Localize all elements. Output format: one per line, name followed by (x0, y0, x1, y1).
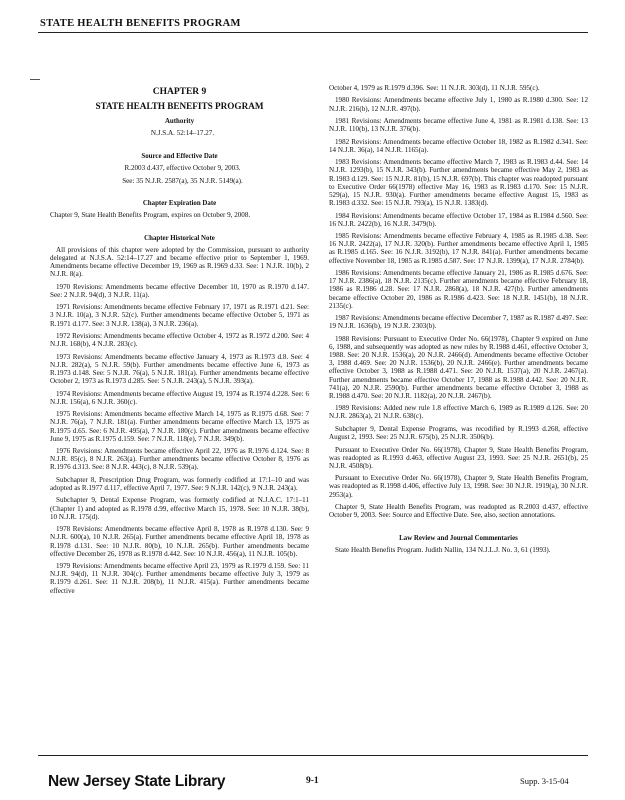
historical-paragraph: 1986 Revisions: Amendments became effective January 21, 1986 as R.1985 d.676. See: 17 N.J.R. 2386(a), 18 N.J.R. 2135(c). Further amendments became effective February 18, 1986 as R.1986 d.28. See: 17 N.J.R. 2868(a), 18 N.J.R. 427(b). Further amendments became effective October 20, 1986 as R.1986 d.423. See: 18 N.J.R. 1451(b), 18 N.J.R. 2135(c). (329, 269, 588, 310)
historical-paragraph: 1974 Revisions: Amendments became effective August 19, 1974 as R.1974 d.228. See: 6 N.J.R. 156(a), 6 N.J.R. 360(c). (50, 389, 309, 406)
chapter-title: STATE HEALTH BENEFITS PROGRAM (95, 101, 264, 112)
historical-paragraph: 1979 Revisions: Amendments became effective April 23, 1979 as R.1979 d.159. See: 11 N.J.R. 94(d), 11 N.J.R. 304(c). Further amendments became effective July 3, 1979 as R.1979 d.261. See: 11 N.J.R. 208(b), 11 N.J.R. 415(a). Further amendments became effective (50, 562, 309, 595)
expiration-heading: Chapter Expiration Date (142, 199, 217, 207)
historical-paragraph: 1989 Revisions: Added new rule 1.8 effective March 6, 1989 as R.1989 d.126. See: 20 N.J.R. 2863(a), 21 N.J.R. 638(c). (329, 404, 588, 421)
historical-paragraph: 1970 Revisions: Amendments became effective December 10, 1970 as R.1970 d.147. See: 2 N.J.R. 94(d), 3 N.J.R. 11(a). (50, 282, 309, 299)
source-line-1: R.2003 d.437, effective October 9, 2003. (124, 164, 241, 173)
left-column (50, 84, 309, 599)
library-name: New Jersey State Library (48, 773, 226, 790)
historical-paragraph: 1983 Revisions: Amendments became effective March 7, 1983 as R.1983 d.44. See: 14 N.J.R. 1293(b), 15 N.J.R. 343(b). Further amendments became effective May 2, 1983 as R.1983 d.129. See: 15 N.J.R. 81(b), 15 N.J.R. 697(b). This chapter was readopted pursuant to Executive Order 66(1978) effective May 16, 1983 as R.1983 d.170. See: 15 N.J.R. 529(a), 15 N.J.R. 930(a). Further amendments became effective August 15, 1983 as R.1983 d.332. See: 15 N.J.R. 793(a), 15 N.J.R. 1383(d). (329, 158, 588, 208)
historical-paragraph: All provisions of this chapter were adopted by the Commission, pursuant to authority delegated at N.J.S.A. 52:14–17.27 and became effective prior to September 1, 1969. Amendments became effective December 19, 1969 as R.1969 d.33. See: 1 N.J.R. 10(b), 2 N.J.R. 8(a). (50, 245, 309, 279)
footer-rule (38, 755, 588, 756)
historical-paragraph: 1980 Revisions: Amendments became effective July 1, 1980 as R.1980 d.300. See: 12 N.J.R. 216(b), 12 N.J.R. 497(b). (329, 96, 588, 113)
historical-paragraph: 1971 Revisions: Amendments became effective February 17, 1971 as R.1971 d.21. See: 3 N.J.R. 10(a), 3 N.J.R. 52(c). Further amendments became effective October 5, 1971 as R.1971 d.177. See: 3 N.J.R. 138(a), 3 N.J.R. 236(a). (50, 303, 309, 328)
law-review-text: State Health Benefits Program. Judith Nallin, 134 N.J.L.J. No. 3, 61 (1993). (335, 545, 551, 554)
historical-paragraph: October 4, 1979 as R.1979 d.396. See: 11 N.J.R. 303(d), 11 N.J.R. 595(c). (329, 84, 540, 92)
right-column (329, 84, 588, 558)
historical-paragraph: 1982 Revisions: Amendments became effective October 18, 1982 as R.1982 d.341. See: 14 N.J.R. 36(a), 14 N.J.R. 1165(a). (329, 137, 588, 154)
supplement-date: Supp. 3-15-04 (520, 776, 569, 786)
historical-paragraph: 1987 Revisions: Amendments became effective December 7, 1987 as R.1987 d.497. See: 19 N.J.R. 1636(b), 19 N.J.R. 2303(b). (329, 314, 588, 331)
historical-paragraph: Pursuant to Executive Order No. 66(1978), Chapter 9, State Health Benefits Program, was readopted as R.1998 d.406, effective July 13, 1998. See: 30 N.J.R. 1919(a), 30 N.J.R. 2953(a). (329, 474, 588, 499)
historical-paragraph: 1976 Revisions: Amendments became effective April 22, 1976 as R.1976 d.124. See: 8 N.J.R. 85(c), 8 N.J.R. 263(a). Further amendments became effective October 8, 1976 as R.1976 d.313. See: 8 N.J.R. 443(c), 8 N.J.R. 539(a). (50, 447, 309, 472)
historical-paragraph: Subchapter 9, Dental Expense Program, was formerly codified at N.J.A.C. 17:1–11 (Chapter 1) and adopted as R.1978 d.99, effective March 15, 1978. See: 10 N.J.R. 38(b), 10 N.J.R. 175(d). (50, 496, 309, 521)
authority-heading: Authority (164, 118, 195, 126)
margin-mark (30, 79, 40, 80)
historical-paragraph: 1973 Revisions: Amendments became effective January 4, 1973 as R.1973 d.8. See: 4 N.J.R. 282(a), 5 N.J.R. 59(b). Further amendments became effective June 6, 1973 as R.1973 d.148. See: 5 N.J.R. 76(a), 5 N.J.R. 181(a). Further amendments became effective October 2, 1973 as R.1973 d.285. See: 5 N.J.R. 243(a), 5 N.J.R. 393(a). (50, 352, 309, 386)
historical-paragraph: Pursuant to Executive Order No. 66(1978), Chapter 9, State Health Benefits Program, was readopted as R.1993 d.463, effective August 23, 1993. See: 25 N.J.R. 2651(b), 25 N.J.R. 4508(b). (329, 445, 588, 470)
historical-paragraph: Subchapter 9, Dental Expense Programs, was recodified by R.1993 d.268, effective August 2, 1993. See: 25 N.J.R. 675(b), 25 N.J.R. 3506(b). (329, 424, 588, 442)
historical-paragraph: 1978 Revisions: Amendments became effective April 8, 1978 as R.1978 d.130. See: 9 N.J.R. 600(a), 10 N.J.R. 265(a). Further amendments became effective April 18, 1978 as R.1978 d.131. See: 10 N.J.R. 80(b), 10 N.J.R. 265(b). Further amendments became effective December 26, 1978 as R.1978 d.442. See: 10 N.J.R. 456(a), 11 N.J.R. 105(b). (50, 525, 309, 558)
historical-paragraph: 1981 Revisions: Amendments became effective June 4, 1981 as R.1981 d.138. See: 13 N.J.R. 110(b), 13 N.J.R. 376(b). (329, 117, 588, 134)
running-header: STATE HEALTH BENEFITS PROGRAM (40, 18, 241, 29)
historical-paragraph: Chapter 9, State Health Benefits Program, was readopted as R.2003 d.437, effective October 9, 2003. See: Source and Effective Date. See, also, section annotations. (329, 503, 588, 520)
chapter-number: CHAPTER 9 (152, 87, 207, 97)
source-line-2: See: 35 N.J.R. 2587(a), 35 N.J.R. 5149(a). (122, 176, 243, 185)
historical-paragraph: 1984 Revisions: Amendments became effective October 17, 1984 as R.1984 d.560. See: 16 N.J.R. 2422(b), 16 N.J.R. 3479(b). (329, 211, 588, 228)
historical-paragraph: 1985 Revisions: Amendments became effective February 4, 1985 as R.1985 d.38. See: 16 N.J.R. 2422(a), 17 N.J.R. 320(b). Further amendments became effective April 1, 1985 as R.1985 d.165. See: 16 N.J.R. 3192(b), 17 N.J.R. 841(a). Further amendments became effective November 18, 1985 as R.1985 d.587. See: 17 N.J.R. 1399(a), 17 N.J.R. 2784(b). (329, 232, 588, 265)
header-rule (38, 32, 588, 33)
source-heading: Source and Effective Date (141, 152, 218, 160)
authority-text: N.J.S.A. 52:14–17.27. (150, 129, 215, 138)
page-number: 9-1 (306, 776, 319, 786)
historical-paragraph: 1988 Revisions: Pursuant to Executive Order No. 66(1978), Chapter 9 expired on June 6, 1988, and subsequently was adopted as new rules by R.1988 d.461, effective October 3, 1988. See: 20 N.J.R. 1536(a), 20 N.J.R. 2466(d). Amendments became effective October 3, 1988 d.469. See: 20 N.J.R. 1536(b), 20 N.J.R. 2466(e). Further amendments became effective October 3, 1988 as R.1988 d.471. See: 20 N.J.R. 1537(a), 20 N.J.R. 2467(a). Further amendments became effective October 17, 1988 as R.1988 d.442. See: 20 N.J.R. 741(a), 20 N.J.R. 2590(b). Further amendments became effective October 3, 1988 as R.1988 d.470. See: 20 N.J.R. 1182(a), 20 N.J.R. 2467(b). (329, 334, 588, 400)
expiration-text: Chapter 9, State Health Benefits Program, expires on October 9, 2008. (50, 211, 251, 220)
historical-paragraph: 1975 Revisions: Amendments became effective March 14, 1975 as R.1975 d.68. See: 7 N.J.R. 76(a), 7 N.J.R. 181(a). Further amendments became effective March 13, 1975 as R.1975 d.65. See: 6 N.J.R. 495(a), 7 N.J.R. 180(c). Further amendments became effective June 9, 1975 as R.1975 d.159. See: 7 N.J.R. 118(e), 7 N.J.R. 349(b). (50, 410, 309, 443)
law-review-heading: Law Review and Journal Commentaries (399, 534, 518, 542)
historical-note-heading: Chapter Historical Note (144, 234, 215, 242)
historical-paragraph: 1972 Revisions: Amendments became effective October 4, 1972 as R.1972 d.200. See: 4 N.J.R. 168(b), 4 N.J.R. 283(c). (50, 332, 309, 349)
historical-paragraph: Subchapter 8, Prescription Drug Program, was formerly codified at 17:1–10 and was adopted as R.1977 d.117, effective April 7, 1977. See: 9 N.J.R. 142(c), 9 N.J.R. 243(a). (50, 475, 309, 493)
